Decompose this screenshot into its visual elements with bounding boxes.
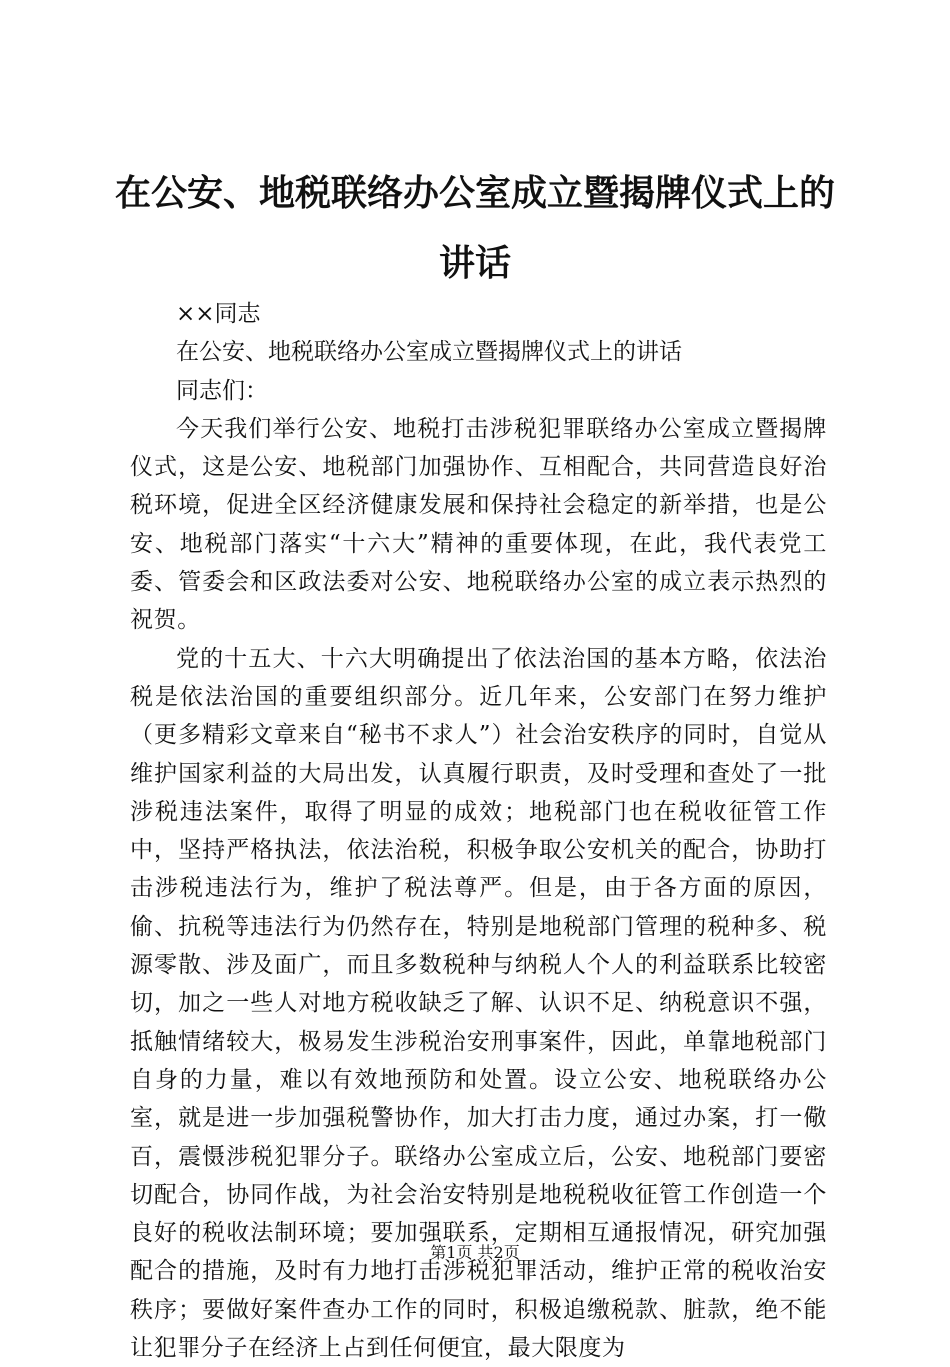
subtitle-line: 在公安、地税联络办公室成立暨揭牌仪式上的讲话 (176, 339, 682, 366)
salutation-line: 同志们： (176, 377, 268, 404)
page-number: 第1页 共2页 (430, 1243, 520, 1262)
document-title: 在公安、地税联络办公室成立暨揭牌仪式上的讲话 (114, 172, 835, 284)
document-body (130, 295, 827, 1367)
paragraph-2: 党的十五大、十六大明确提出了依法治国的基本方略，依法治税是依法治国的重要组织部分。近几年来，公安部门在努力维护（更多精彩文章来自“秘书不求人”）社会治安秩序的同时，自觉从维护国家利益的大局出发，认真履行职责，及时受理和查处了一批涉税违法案件，取得了明显的成效；地税部门也在税收征管工作中，坚持严格执法，依法治税，积极争取公安机关的配合，协助打击涉税违法行为，维护了税法尊严。但是，由于各方面的原因，偷、抗税等违法行为仍然存在，特别是地税部门管理的税种多、税源零散、涉及面广，而且多数税种与纳税人个人的利益联系比较密切，加之一些人对地方税收缺乏了解、认识不足、纳税意识不强，抵触情绪较大，极易发生涉税治安刑事案件，因此，单靠地税部门自身的力量，难以有效地预防和处置。设立公安、地税联络办公室，就是进一步加强税警协作，加大打击力度，通过办案，打一儆百，震慑涉税犯罪分子。联络办公室成立后，公安、地税部门要密切配合，协同作战，为社会治安特别是地税税收征管工作创造一个良好的税收法制环境；要加强联系，定期相互通报情况，研究加强配合的措施，及时有力地打击涉税犯罪活动，维护正常的税收治安秩序；要做好案件查办工作的同时，积极追缴税款、脏款，绝不能让犯罪分子在经济上占到任何便宜，最大限度为 (130, 645, 827, 1362)
addressee-line: ××同志 (176, 301, 261, 327)
paragraph-1: 今天我们举行公安、地税打击涉税犯罪联络办公室成立暨揭牌仪式，这是公安、地税部门加强协作、互相配合，共同营造良好治税环境，促进全区经济健康发展和保持社会稳定的新举措，也是公安、地税部门落实“十六大”精神的重要体现，在此，我代表党工委、管委会和区政法委对公安、地税联络办公室的成立表示热烈的祝贺。 (130, 415, 827, 634)
